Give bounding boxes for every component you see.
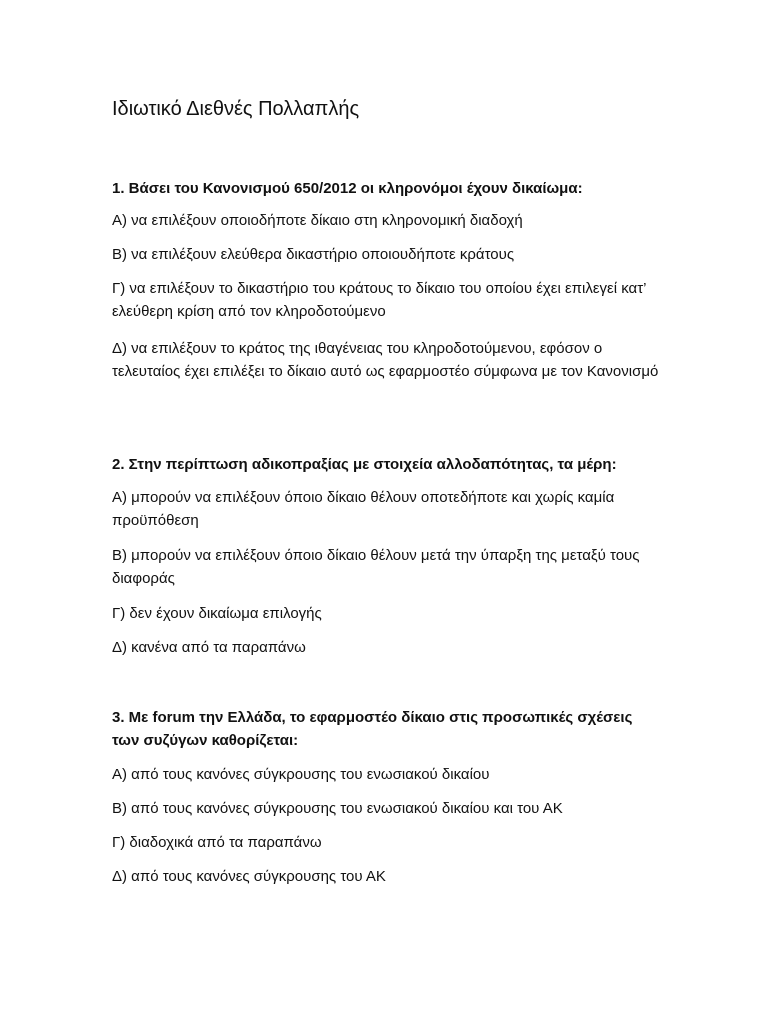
question-3: 3. Με forum την Ελλάδα, το εφαρμοστέο δίκαιο στις προσωπικές σχέσεις των συζύγων καθορίζεται: xyxy=(112,709,633,749)
question-3-option-a: Α) από τους κανόνες σύγκρουσης του ενωσιακού δικαίου xyxy=(112,766,490,783)
question-1-option-b: Β) να επιλέξουν ελεύθερα δικαστήριο οποιουδήποτε κράτους xyxy=(112,246,515,263)
question-3-option-d: Δ) από τους κανόνες σύγκρουσης του ΑΚ xyxy=(112,868,386,885)
question-3-option-b: Β) από τους κανόνες σύγκρουσης του ενωσιακού δικαίου και του ΑΚ xyxy=(112,800,563,817)
question-3-option-c: Γ) διαδοχικά από τα παραπάνω xyxy=(112,834,322,851)
document-title: Ιδιωτικό Διεθνές Πολλαπλής xyxy=(112,98,360,120)
question-1: 1. Βάσει του Κανονισμού 650/2012 οι κληρονόμοι έχουν δικαίωμα: xyxy=(112,180,583,197)
question-1-option-d: Δ) να επιλέξουν το κράτος της ιθαγένειας του κληροδοτούμενου, εφόσον ο τελευταίος έχει επιλέξει το δίκαιο αυτό ως εφαρμοστέο σύμφωνα με τον Κανονισμό xyxy=(112,340,659,380)
question-2: 2. Στην περίπτωση αδικοπραξίας με στοιχεία αλλοδαπότητας, τα μέρη: xyxy=(112,456,617,473)
question-1-option-c: Γ) να επιλέξουν το δικαστήριο του κράτους το δίκαιο του οποίου έχει επιλεγεί κατ’ ελεύθερη κρίση από τον κληροδοτούμενο xyxy=(112,280,646,320)
question-2-option-a: Α) μπορούν να επιλέξουν όποιο δίκαιο θέλουν οποτεδήποτε και χωρίς καμία προϋπόθεση xyxy=(112,489,615,529)
question-2-option-c: Γ) δεν έχουν δικαίωμα επιλογής xyxy=(112,605,322,622)
question-2-option-b: Β) μπορούν να επιλέξουν όποιο δίκαιο θέλουν μετά την ύπαρξη της μεταξύ τους διαφοράς xyxy=(112,547,640,587)
question-1-option-a: Α) να επιλέξουν οποιοδήποτε δίκαιο στη κληρονομική διαδοχή xyxy=(112,212,523,229)
question-2-option-d: Δ) κανένα από τα παραπάνω xyxy=(112,639,306,656)
